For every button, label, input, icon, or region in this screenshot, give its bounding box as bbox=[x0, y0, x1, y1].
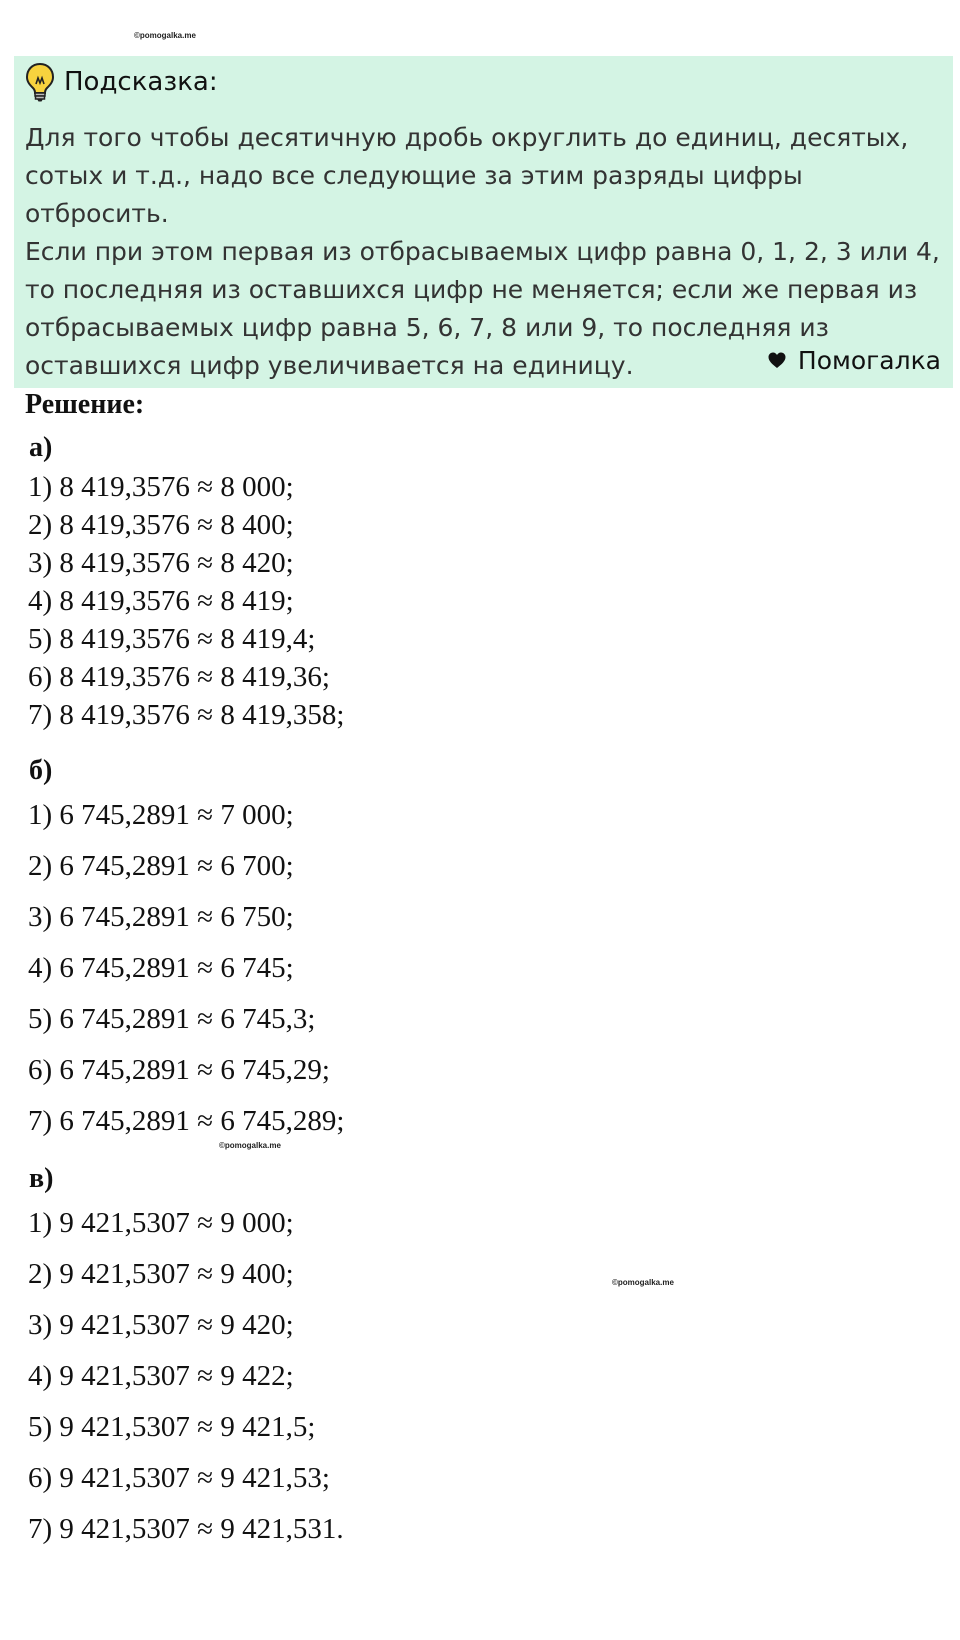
equation-line: 3) 9 421,5307 ≈ 9 420; bbox=[28, 1309, 294, 1341]
hint-line: Если при этом первая из отбрасываемых цифр равна 0, 1, 2, 3 или 4, bbox=[25, 237, 940, 266]
equation-line: 1) 8 419,3576 ≈ 8 000; bbox=[28, 471, 294, 503]
watermark-top: ©pomogalka.me bbox=[134, 31, 196, 40]
hint-line: то последняя из оставшихся цифр не меняется; если же первая из bbox=[25, 275, 918, 304]
part-label-a: а) bbox=[29, 432, 53, 463]
equation-line: 4) 8 419,3576 ≈ 8 419; bbox=[28, 585, 294, 617]
equation-line: 7) 8 419,3576 ≈ 8 419,358; bbox=[28, 699, 345, 731]
solution-title: Решение: bbox=[25, 389, 145, 420]
equation-line: 4) 6 745,2891 ≈ 6 745; bbox=[28, 952, 294, 984]
equation-line: 6) 9 421,5307 ≈ 9 421,53; bbox=[28, 1462, 330, 1494]
hint-brand bbox=[768, 346, 941, 375]
equation-line: 7) 9 421,5307 ≈ 9 421,531. bbox=[28, 1513, 344, 1545]
equation-line: 1) 6 745,2891 ≈ 7 000; bbox=[28, 799, 294, 831]
hint-line: Для того чтобы десятичную дробь округлить до единиц, десятых, bbox=[25, 123, 909, 152]
part-label-b: б) bbox=[29, 755, 53, 786]
hint-line: оставшихся цифр увеличивается на единицу. bbox=[25, 351, 634, 380]
watermark-middle: ©pomogalka.me bbox=[219, 1141, 281, 1150]
equation-line: 2) 6 745,2891 ≈ 6 700; bbox=[28, 850, 294, 882]
part-label-c: в) bbox=[29, 1163, 54, 1194]
equation-line: 5) 8 419,3576 ≈ 8 419,4; bbox=[28, 623, 316, 655]
hint-line: отбрасываемых цифр равна 5, 6, 7, 8 или 9, то последняя из bbox=[25, 313, 829, 342]
lightbulb-icon bbox=[24, 62, 56, 102]
equation-line: 5) 6 745,2891 ≈ 6 745,3; bbox=[28, 1003, 316, 1035]
equation-line: 2) 8 419,3576 ≈ 8 400; bbox=[28, 509, 294, 541]
equation-line: 4) 9 421,5307 ≈ 9 422; bbox=[28, 1360, 294, 1392]
equation-line: 3) 6 745,2891 ≈ 6 750; bbox=[28, 901, 294, 933]
equation-line: 5) 9 421,5307 ≈ 9 421,5; bbox=[28, 1411, 316, 1443]
equation-line: 3) 8 419,3576 ≈ 8 420; bbox=[28, 547, 294, 579]
hint-title-row bbox=[24, 62, 218, 102]
equation-line: 1) 9 421,5307 ≈ 9 000; bbox=[28, 1207, 294, 1239]
hint-box bbox=[14, 56, 953, 388]
equation-line: 7) 6 745,2891 ≈ 6 745,289; bbox=[28, 1105, 345, 1137]
watermark-right: ©pomogalka.me bbox=[612, 1278, 674, 1287]
equation-line: 6) 6 745,2891 ≈ 6 745,29; bbox=[28, 1054, 330, 1086]
brand-name: Помогалка bbox=[797, 346, 941, 375]
equation-line: 2) 9 421,5307 ≈ 9 400; bbox=[28, 1258, 294, 1290]
hint-line: сотых и т.д., надо все следующие за этим разряды цифры отбросить. bbox=[25, 161, 803, 228]
equation-line: 6) 8 419,3576 ≈ 8 419,36; bbox=[28, 661, 330, 693]
hint-title: Подсказка: bbox=[64, 67, 218, 97]
heart-icon bbox=[768, 352, 786, 369]
